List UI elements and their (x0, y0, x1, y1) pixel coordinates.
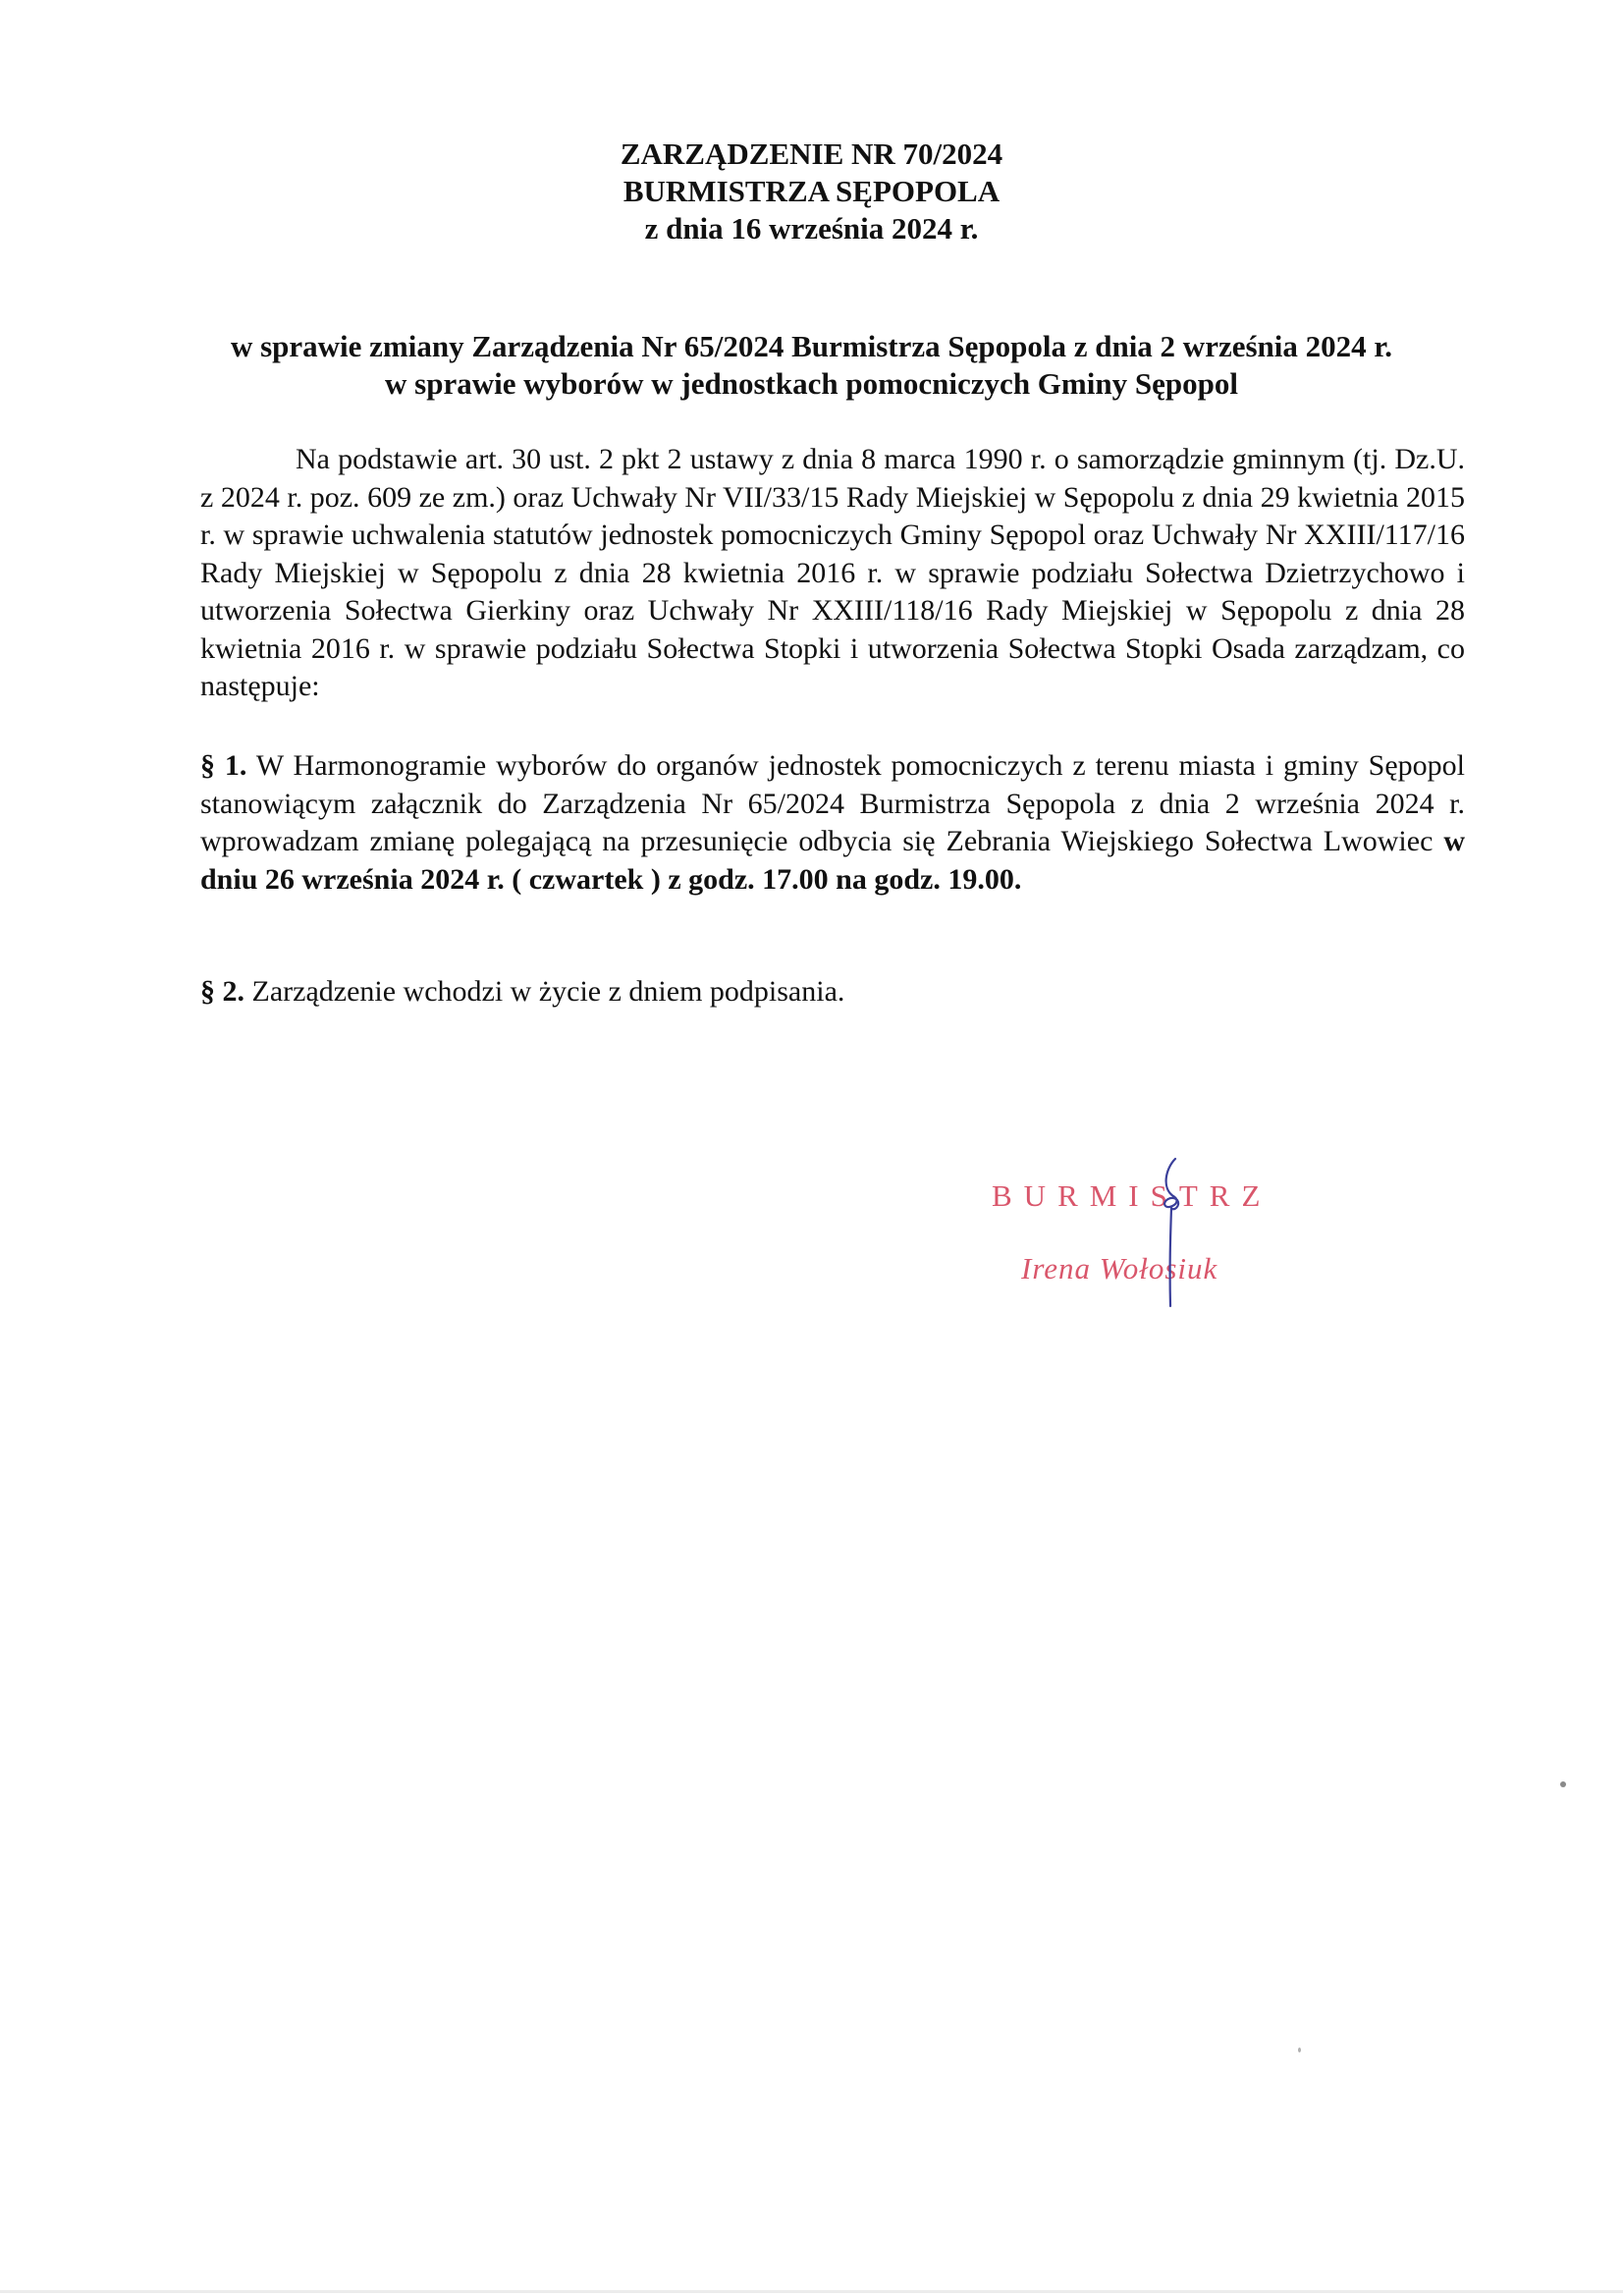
stamp-title: BURMISTRZ (992, 1178, 1272, 1213)
section-2-paragraph (200, 973, 1465, 1011)
scan-bottom-edge (0, 2290, 1623, 2293)
document-header (0, 136, 1623, 247)
subject-line-2: w sprawie wyborów w jednostkach pomocniczych Gminy Sępopol (385, 366, 1238, 401)
document-subject (0, 328, 1623, 403)
section-1-paragraph (200, 747, 1465, 899)
stamp-name: Irena Wołosiuk (1021, 1251, 1218, 1285)
legal-basis-paragraph: Na podstawie art. 30 ust. 2 pkt 2 ustawy z dnia 8 marca 1990 r. o samorządzie gminnym (tj. Dz.U. z 2024 r. poz. 609 ze zm.) oraz Uchwały Nr VII/33/15 Rady Miejskiej w Sępopolu z dnia 29 kwietnia 2015 r. w sprawie uchwalenia statutów jednostek pomocniczych Gminy Sępopol oraz Uchwały Nr XXIII/117/16 Rady Miejskiej w Sępopolu z dnia 28 kwietnia 2016 r. w sprawie podziału Sołectwa Dzietrzychowo i utworzenia Sołectwa Gierkiny oraz Uchwały Nr XXIII/118/16 Rady Miejskiej w Sępopolu z dnia 28 kwietnia 2016 r. w sprawie podziału Sołectwa Stopki i utworzenia Sołectwa Stopki Osada zarządzam, co następuje: (200, 443, 1465, 702)
scan-speck (1560, 1781, 1566, 1787)
document-title: ZARZĄDZENIE NR 70/2024 (620, 137, 1003, 171)
document-date: z dnia 16 września 2024 r. (644, 211, 979, 246)
section-2-text: Zarządzenie wchodzi w życie z dniem podpisania. (244, 975, 845, 1008)
issuer-title: BURMISTRZA SĘPOPOLA (622, 174, 1001, 208)
section-1-bold-text: w dniu 26 września 2024 r. ( czwartek ) z godz. 17.00 na godz. 19.00. (200, 825, 1465, 896)
section-1-number: § 1. (200, 749, 247, 782)
section-1-text: W Harmonogramie wyborów do organów jednostek pomocniczych z terenu miasta i gminy Sępopol stanowiącym załącznik do Zarządzenia Nr 65/2024 Burmistrza Sępopola z dnia 2 września 2024 r. wprowadzam zmianę polegającą na przesunięcie odbycia się Zebrania Wiejskiego Sołectwa Lwowiec (200, 749, 1466, 857)
section-2-number: § 2. (200, 975, 244, 1008)
scan-speck (1298, 2048, 1301, 2052)
subject-line-1: w sprawie zmiany Zarządzenia Nr 65/2024 Burmistrza Sępopola z dnia 2 września 2024 r. (230, 329, 1393, 363)
handwritten-signature (1144, 1149, 1203, 1316)
